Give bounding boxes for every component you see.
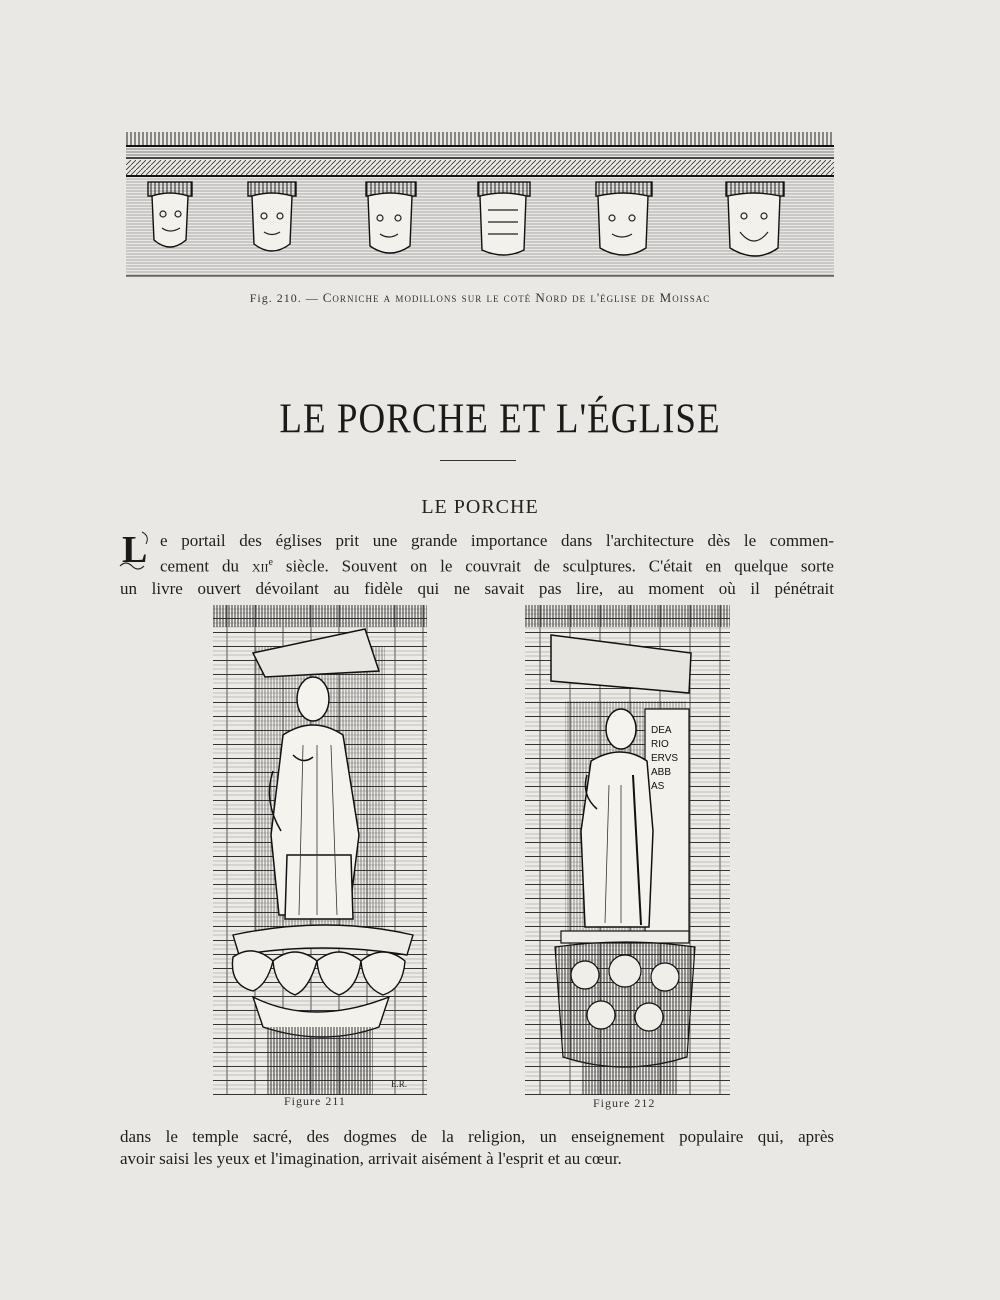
figure-210-caption bbox=[126, 290, 834, 306]
figure-211-inscription: E.R. bbox=[391, 1079, 408, 1089]
paragraph-1 bbox=[120, 530, 834, 600]
section-title: LE PORCHE bbox=[421, 496, 539, 518]
century-numeral: xii bbox=[251, 556, 269, 576]
paragraph-2 bbox=[120, 1126, 834, 1170]
figure-211-illustration bbox=[213, 605, 427, 1095]
figure-212-inscription-1: DEA bbox=[651, 725, 672, 736]
paragraph-1-line-2b: siècle. Souvent on le couvrait de sculptures. C'était en quelque sorte bbox=[272, 556, 834, 576]
figure-210-caption-text: Corniche a modillons sur le coté Nord de l'église de Moissac bbox=[322, 290, 711, 305]
paragraph-1-line-1: e portail des églises prit une grande importance dans l'architecture dès le commen- bbox=[160, 531, 834, 550]
figure-212-inscription-3: ERVS bbox=[651, 753, 679, 764]
figure-212-illustration bbox=[525, 605, 730, 1095]
paragraph-2-line-1: dans le temple sacré, des dogmes de la religion, un enseignement populaire qui, après bbox=[120, 1127, 834, 1146]
page-title: LE PORCHE ET L'ÉGLISE bbox=[279, 395, 721, 444]
paragraph-1-line-3: un livre ouvert dévoilant au fidèle qui ne savait pas lire, au moment où il pénétrait bbox=[120, 578, 834, 598]
figure-212-caption: Figure 212 bbox=[593, 1096, 656, 1110]
paragraph-1-line-2 bbox=[120, 552, 834, 578]
cornice-illustration bbox=[126, 130, 834, 280]
paragraph-1-line-2a: cement du bbox=[160, 556, 252, 576]
figure-210-label: Fig. 210. bbox=[249, 291, 302, 305]
figure-212-inscription-5: AS bbox=[651, 781, 665, 792]
figure-211-caption: Figure 211 bbox=[284, 1094, 346, 1108]
figure-210-dash: — bbox=[305, 291, 319, 305]
figure-212-inscription-4: ABB bbox=[651, 767, 672, 778]
dropcap-letter: L bbox=[122, 529, 148, 570]
paragraph-2-line-2: avoir saisi les yeux et l'imagination, arrivait aisément à l'esprit et au cœur. bbox=[120, 1149, 622, 1168]
title-divider bbox=[440, 460, 516, 461]
figure-212-inscription-2: RIO bbox=[651, 739, 669, 750]
century-superscript: e bbox=[268, 557, 273, 568]
